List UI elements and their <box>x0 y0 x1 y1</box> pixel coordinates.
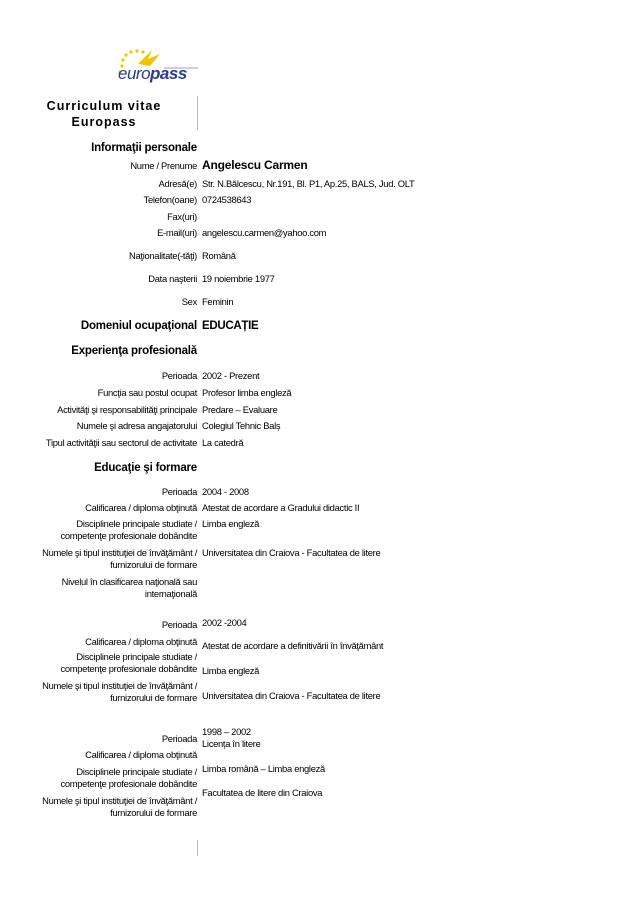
exp-employer-label: Numele şi adresa angajatorului <box>76 420 197 431</box>
edu-subjects-label: Disciplinele principale studiate / competenţe profesionale dobândite <box>60 766 197 789</box>
edu-inst-label: Numele şi tipul instituţiei de învăţământ / furnizorului de formare <box>42 680 197 703</box>
edu-period-value: 1998 – 2002 <box>202 726 251 737</box>
edu-subjects-value: Limba engleză <box>202 665 260 676</box>
exp-position-label: Funcţia sau postul ocupat <box>97 387 197 398</box>
nationality-label: Naţionalitate(-tăţi) <box>129 250 197 261</box>
address-value: Str. N.Bălcescu, Nr.191, Bl. P1, Ap.25, BALS, Jud. OLT <box>202 178 415 189</box>
cv-title-line1: Curriculum vitae <box>46 99 162 113</box>
experience-section-title: Experienţa profesională <box>71 345 197 357</box>
name-value: Angelescu Carmen <box>202 158 308 172</box>
sex-label: Sex <box>181 296 197 307</box>
cv-title-line2: Europass <box>71 115 137 129</box>
europass-logo <box>108 44 200 86</box>
edu-subjects-value: Limba engleză <box>202 518 260 529</box>
edu-inst-value: Universitatea din Craiova - Facultatea de litere <box>202 547 381 558</box>
edu-subjects-label: Disciplinele principale studiate / competenţe profesionale dobândite <box>60 518 197 541</box>
occupation-value: EDUCAȚIE <box>202 320 259 332</box>
edu-qual-value: Atestat de acordare a definitivării în învăţământ <box>202 640 384 651</box>
email-value: angelescu.carmen@yahoo.com <box>202 227 327 238</box>
fax-label: Fax(uri) <box>167 211 197 222</box>
edu-period-value: 2002 -2004 <box>202 617 247 628</box>
exp-position-value: Profesor limba engleză <box>202 387 292 398</box>
divider-line <box>197 840 198 856</box>
exp-employer-value: Colegiul Tehnic Balș <box>202 420 281 431</box>
logo-euro-text: euro <box>118 64 151 83</box>
edu-qual-label: Calificarea / diploma obţinută <box>85 502 197 513</box>
nationality-value: Română <box>202 250 236 261</box>
edu-level-label: Nivelul în clasificarea naţională sau internaţională <box>61 576 197 599</box>
edu-subjects-label: Disciplinele principale studiate / competenţe profesionale dobândite <box>60 651 197 674</box>
edu-qual-label: Calificarea / diploma obţinută <box>85 749 197 760</box>
edu-inst-label: Numele şi tipul instituţiei de învăţământ / furnizorului de formare <box>42 547 197 570</box>
personal-section-title: Informaţii personale <box>91 142 197 154</box>
exp-activities-value: Predare – Evaluare <box>202 404 278 415</box>
name-label: Nume / Prenume <box>130 160 197 171</box>
edu-inst-value: Facultatea de litere din Craiova <box>202 787 323 798</box>
divider-line <box>197 96 198 130</box>
edu-period-label: Perioada <box>161 486 197 497</box>
cv-title <box>14 98 194 130</box>
edu-qual-value: Atestat de acordare a Gradului didactic II <box>202 502 360 513</box>
edu-subjects-value: Limba română – Limba engleză <box>202 763 325 774</box>
edu-inst-value: Universitatea din Craiova - Facultatea de litere <box>202 690 381 701</box>
exp-activities-label: Activităţi şi responsabilităţi principale <box>57 404 197 415</box>
phone-value: 0724538643 <box>202 194 252 205</box>
edu-inst-label: Numele şi tipul instituţiei de învăţământ / furnizorului de formare <box>42 795 197 818</box>
edu-period-label: Perioada <box>161 619 197 630</box>
occupation-section-title: Domeniul ocupaţional <box>80 320 197 332</box>
edu-period-label: Perioada <box>161 733 197 744</box>
edu-qual-value: Licența în litere <box>202 738 261 749</box>
logo-pass-text: pass <box>150 64 187 83</box>
exp-sector-label: Tipul activităţii sau sectorul de activitate <box>45 437 197 448</box>
email-label: E-mail(uri) <box>157 227 197 238</box>
sex-value: Feminin <box>202 296 234 307</box>
birthdate-value: 19 noiembrie 1977 <box>202 273 275 284</box>
birthdate-label: Data naşterii <box>148 273 197 284</box>
address-label: Adresă(e) <box>158 178 197 189</box>
edu-qual-label: Calificarea / diploma obţinută <box>85 636 197 647</box>
exp-period-value: 2002 - Prezent <box>202 370 260 381</box>
edu-period-value: 2004 - 2008 <box>202 486 249 497</box>
exp-sector-value: La catedră <box>202 437 244 448</box>
phone-label: Telefon(oane) <box>143 194 197 205</box>
exp-period-label: Perioada <box>161 370 197 381</box>
education-section-title: Educaţie şi formare <box>94 462 197 474</box>
